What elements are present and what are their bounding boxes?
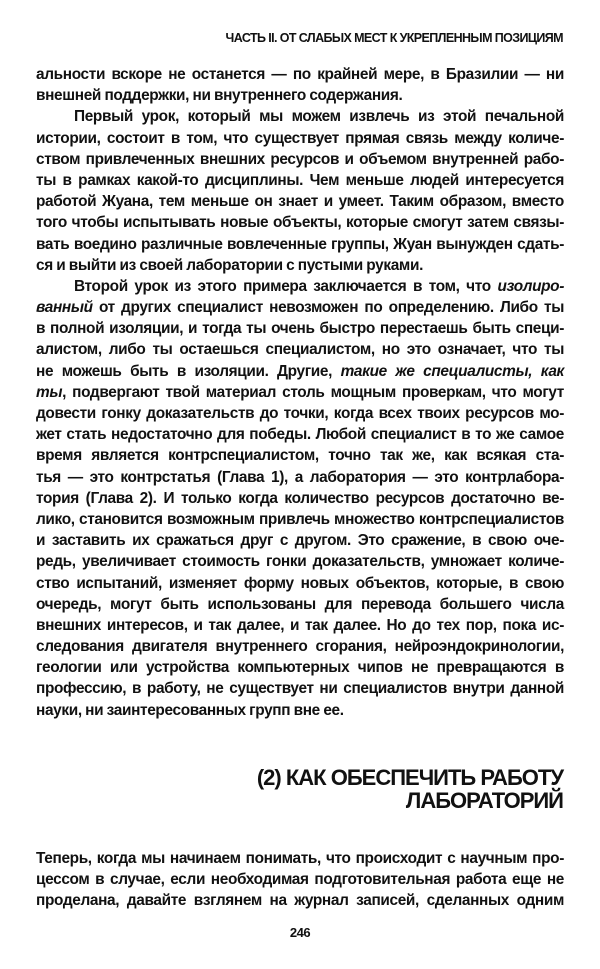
running-head: ЧАСТЬ II. ОТ СЛАБЫХ МЕСТ К УКРЕПЛЕННЫМ ПОЗИЦИЯМ xyxy=(225,30,563,46)
text-segment: и заставить их сражаться друг с другом. Это сражение, в свою оче- xyxy=(36,532,564,550)
text-segment: , подвергают твой материал столь мощным проверкам, что могут xyxy=(62,383,564,401)
text-line xyxy=(36,615,564,636)
text-line xyxy=(36,128,564,149)
italic-text: ванный xyxy=(36,299,93,317)
text-line xyxy=(36,467,564,488)
text-segment: в полной изоляции, и тогда ты очень быстро перестаешь быть специ- xyxy=(36,320,564,338)
text-line xyxy=(36,149,564,170)
italic-text: ты xyxy=(36,383,63,401)
page-number: 246 xyxy=(289,925,311,940)
text-segment: внешней поддержки, ни внутреннего содержания. xyxy=(36,87,403,105)
section-heading-line-1: (2) КАК ОБЕСПЕЧИТЬ РАБОТУ xyxy=(256,765,563,790)
text-line xyxy=(36,318,564,339)
text-segment: редь, увеличивает стоимость гонки доказательств, умножает количе- xyxy=(36,553,564,571)
text-line xyxy=(36,403,564,424)
text-line xyxy=(36,848,564,869)
text-line xyxy=(36,636,564,657)
text-line xyxy=(36,170,564,191)
text-segment: тья — это контрстатья (Глава 1), а лаборатория — это контрлабора- xyxy=(36,468,564,486)
text-segment: Второй урок из этого примера заключается в том, что xyxy=(74,277,498,295)
text-line xyxy=(36,869,564,890)
text-segment: профессию, в работу, не существует ни специалистов внутри данной xyxy=(36,680,564,698)
text-segment: тория (Глава 2). И только когда количество ресурсов достаточно ве- xyxy=(36,489,564,507)
text-line xyxy=(36,551,564,572)
text-line xyxy=(36,212,564,233)
text-segment: ство испытаний, изменяет форму новых объектов, которые, в свою xyxy=(36,574,564,592)
text-line xyxy=(36,657,564,678)
text-segment: геологии или устройства компьютерных чипов не превращаются в xyxy=(36,659,564,677)
text-segment: Теперь, когда мы начинаем понимать, что происходит с научным про- xyxy=(36,850,564,867)
text-line xyxy=(36,678,564,699)
text-line xyxy=(36,488,564,509)
italic-text: такие же специалисты, как xyxy=(340,362,565,380)
text-segment: следования двигателя внутреннего сгорания, нейроэндокринологии, xyxy=(36,638,564,656)
text-segment: алистом, либо ты остаешься специалистом, но это означает, что ты xyxy=(36,341,564,359)
text-line xyxy=(36,382,564,403)
text-line xyxy=(36,106,564,127)
text-line xyxy=(36,361,564,382)
text-segment: очередь, могут быть использованы для перевода большего числа xyxy=(36,595,564,613)
text-line xyxy=(36,255,564,276)
text-segment: альности вскоре не останется — по крайней мере, в Бразилии — ни xyxy=(36,66,564,83)
text-segment: не можешь быть в изоляции. Другие, xyxy=(36,362,341,380)
text-line xyxy=(36,191,564,212)
text-segment: проделана, давайте взглянем на журнал записей, сделанных одним xyxy=(36,892,564,910)
text-line xyxy=(36,276,564,297)
text-line xyxy=(36,64,564,85)
text-segment: Первый урок, который мы можем извлечь из этой печальной xyxy=(74,108,564,126)
text-line xyxy=(36,85,564,106)
text-segment: время является контрспециалистом, точно так же, как всякая ста- xyxy=(36,447,564,465)
text-segment: от других специалист невозможен по определению. Либо ты xyxy=(92,299,564,317)
text-segment: ством привлеченных внешних ресурсов и объемом внутренней рабо- xyxy=(36,150,564,168)
text-segment: вать воедино различные вовлеченные группы, Жуан вынужден сдать- xyxy=(36,235,564,253)
section-text xyxy=(36,848,564,912)
text-line xyxy=(36,339,564,360)
text-segment: жет стать недостаточно для победы. Любой специалист в то же самое xyxy=(36,426,564,444)
text-line xyxy=(36,445,564,466)
text-line xyxy=(36,509,564,530)
text-line xyxy=(36,424,564,445)
text-segment: цессом в случае, если необходимая подготовительная работа еще не xyxy=(36,871,564,889)
text-line xyxy=(36,297,564,318)
text-segment: того чтобы испытывать новые объекты, которые смогут затем связы- xyxy=(36,214,564,232)
text-line xyxy=(36,890,564,911)
section-heading xyxy=(257,766,563,812)
italic-text: изолиро- xyxy=(497,277,564,295)
text-line xyxy=(36,530,564,551)
text-line xyxy=(36,573,564,594)
text-segment: науки, ни заинтересованных групп вне ее. xyxy=(36,701,344,719)
text-segment: лико, становится возможным привлечь множество контрспециалистов xyxy=(36,510,564,528)
section-heading-line-2: ЛАБОРАТОРИЙ xyxy=(405,788,563,813)
text-segment: ся и выйти из своей лаборатории с пустыми руками. xyxy=(36,256,424,274)
text-segment: ты в рамках какой-то дисциплины. Чем меньше людей интересуется xyxy=(36,171,564,189)
text-segment: истории, состоит в том, что существует прямая связь между количе- xyxy=(36,129,564,147)
text-line xyxy=(36,234,564,255)
text-line xyxy=(36,594,564,615)
main-text xyxy=(36,64,564,721)
text-segment: довести гонку доказательств до точки, когда всех твоих ресурсов мо- xyxy=(36,405,564,422)
text-segment: внешних интересов, и так далее, и так далее. Но до тех пор, пока ис- xyxy=(36,616,564,634)
text-line xyxy=(36,700,564,721)
text-segment: работой Жуана, тем меньше он знает и умеет. Таким образом, вместо xyxy=(36,193,564,211)
